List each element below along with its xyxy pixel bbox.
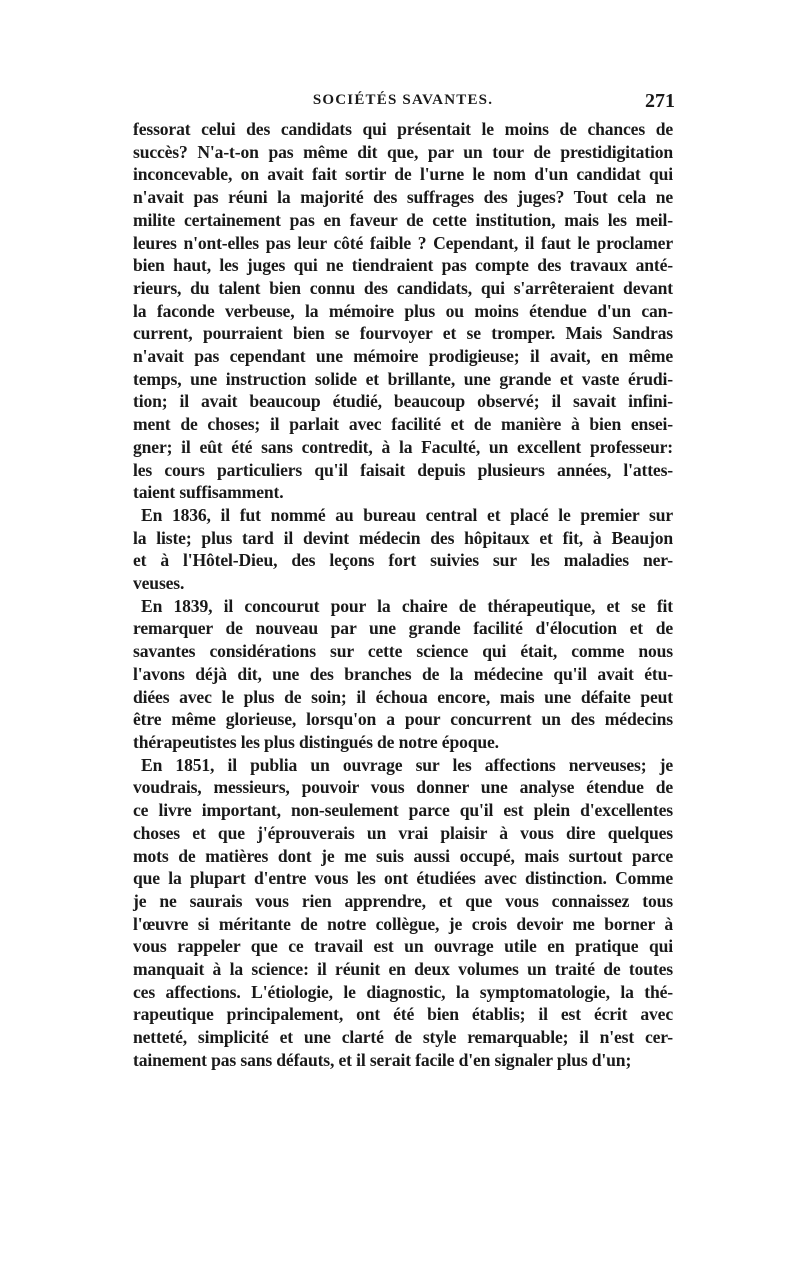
text-line: inconcevable, on avait fait sortir de l'urne le nom d'un candidat qui [133, 164, 673, 185]
text-line: rieurs, du talent bien connu des candidats, qui s'arrêteraient devant [133, 277, 673, 298]
text-line: veuses. [133, 573, 185, 594]
text-line: gner; il eût été sans contredit, à la Faculté, un excellent professeur: [133, 436, 673, 457]
text-line: temps, une instruction solide et brillante, une grande et vaste érudi- [133, 368, 673, 389]
text-line: current, pourraient bien se fourvoyer et se tromper. Mais Sandras [133, 323, 673, 344]
text-line: fessorat celui des candidats qui présentait le moins de chances de [133, 119, 673, 139]
text-line: tainement pas sans défauts, et il serait facile d'en signaler plus d'un; [133, 1049, 632, 1070]
text-line: voudrais, messieurs, pouvoir vous donner une analyse étendue de [133, 777, 673, 798]
text-line: l'avons déjà dit, une des branches de la médecine qu'il avait étu- [133, 663, 673, 684]
text-line: n'avait pas réuni la majorité des suffrages des juges? Tout cela ne [133, 187, 673, 208]
text-line: les cours particuliers qu'il faisait depuis plusieurs années, l'attes- [133, 459, 673, 480]
book-page [133, 90, 673, 1072]
text-line: leures n'ont-elles pas leur côté faible ? Cependant, il faut le proclamer [133, 232, 673, 253]
text-line: savantes considérations sur cette science qui était, comme nous [133, 641, 673, 662]
page-number: 271 [645, 90, 675, 112]
text-line: netteté, simplicité et une clarté de style remarquable; il n'est cer- [133, 1027, 673, 1048]
text-line: thérapeutistes les plus distingués de notre époque. [133, 731, 499, 752]
text-line: l'œuvre si méritante de notre collègue, je crois devoir me borner à [133, 913, 673, 934]
text-line: succès? N'a-t-on pas même dit que, par un tour de prestidigitation [133, 141, 673, 162]
text-line: choses et que j'éprouverais un vrai plaisir à vous dire quelques [133, 822, 673, 843]
text-line: bien haut, les juges qui ne tiendraient pas compte des travaux anté- [133, 255, 673, 276]
running-head [133, 90, 673, 114]
paragraph [133, 754, 673, 1072]
text-line: milite certainement pas en faveur de cette institution, mais les meil- [133, 209, 673, 230]
text-line: En 1839, il concourut pour la chaire de thérapeutique, et se fit [141, 595, 673, 616]
text-line: tion; il avait beaucoup étudié, beaucoup observé; il savait infini- [133, 391, 673, 412]
text-line: manquait à la science: il réunit en deux volumes un traité de toutes [133, 959, 673, 980]
text-line: être même glorieuse, lorsqu'on a pour concurrent un des médecins [133, 709, 673, 730]
text-line: ce livre important, non-seulement parce qu'il est plein d'excellentes [133, 800, 673, 821]
body-text [133, 118, 673, 1072]
text-line: que la plupart d'entre vous les ont étudiées avec distinction. Comme [133, 868, 673, 889]
text-line: et à l'Hôtel-Dieu, des leçons fort suivies sur les maladies ner- [133, 550, 673, 571]
text-line: ment de choses; il parlait avec facilité et de manière à bien ensei- [133, 414, 673, 435]
text-line: la liste; plus tard il devint médecin des hôpitaux et fit, à Beaujon [133, 527, 673, 548]
text-line: remarquer de nouveau par une grande facilité d'élocution et de [133, 618, 673, 639]
text-line: En 1851, il publia un ouvrage sur les affections nerveuses; je [141, 754, 673, 775]
text-line: ces affections. L'étiologie, le diagnostic, la symptomatologie, la thé- [133, 981, 673, 1002]
paragraph [133, 595, 673, 754]
paragraph [133, 504, 673, 595]
running-title: SOCIÉTÉS SAVANTES. [312, 92, 494, 108]
text-line: mots de matières dont je me suis aussi occupé, mais surtout parce [133, 845, 673, 866]
text-line: diées avec le plus de soin; il échoua encore, mais une défaite peut [133, 686, 673, 707]
text-line: vous rappeler que ce travail est un ouvrage utile en pratique qui [133, 936, 673, 957]
text-line: rapeutique principalement, ont été bien établis; il est écrit avec [133, 1004, 673, 1025]
text-line: n'avait pas cependant une mémoire prodigieuse; il avait, en même [133, 346, 673, 367]
text-line: En 1836, il fut nommé au bureau central et placé le premier sur [141, 504, 673, 525]
text-line: la faconde verbeuse, la mémoire plus ou moins étendue d'un can- [133, 300, 673, 321]
text-line: je ne saurais vous rien apprendre, et que vous connaissez tous [133, 890, 673, 911]
text-line: taient suffisamment. [133, 482, 284, 503]
paragraph [133, 118, 673, 504]
